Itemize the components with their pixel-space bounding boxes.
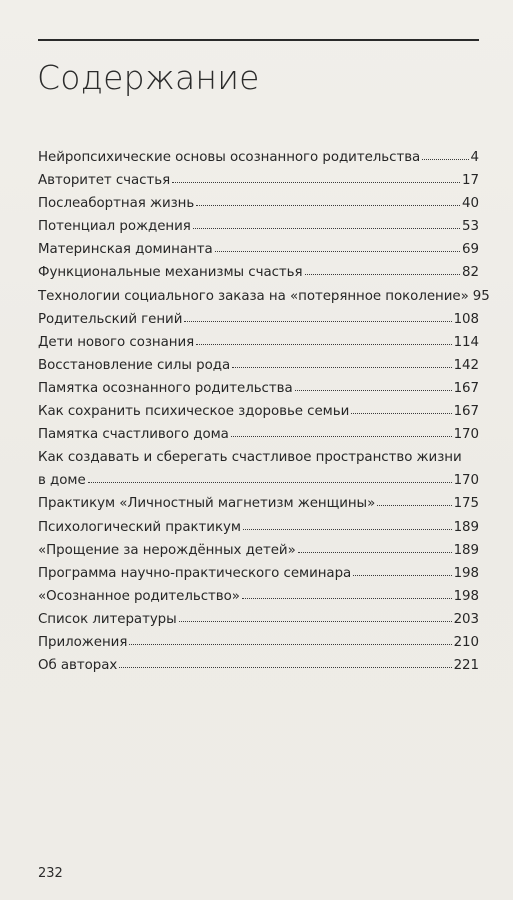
toc-entry-page-number: 175 (453, 496, 479, 512)
toc-entry-page-number: 189 (453, 519, 479, 535)
toc-entry-page-number: 53 (462, 219, 479, 235)
toc-entry-page-number: 108 (453, 311, 479, 327)
dot-leader (232, 357, 451, 369)
toc-entry (38, 331, 479, 354)
dot-leader (377, 495, 451, 507)
toc-entry-page-number: 189 (453, 542, 479, 558)
toc-entry-title: «Прощение за нерождённых детей» (38, 542, 296, 558)
toc-entry-title: Памятка счастливого дома (38, 427, 229, 443)
toc-entry-title: Послеабортная жизнь (38, 196, 195, 212)
dot-leader (196, 195, 460, 207)
toc-entry (38, 238, 479, 261)
toc-entry-page-number: 82 (462, 265, 479, 281)
toc-entry-page-number: 170 (453, 427, 479, 443)
toc-entry (38, 608, 479, 631)
toc-entry-page-number: 114 (453, 334, 479, 350)
toc-entry-title: Авторитет счастья (38, 173, 171, 189)
toc-entry-title: Памятка осознанного родительства (38, 380, 293, 396)
toc-entry-page-number: 142 (453, 357, 479, 373)
toc-entry (38, 423, 479, 446)
toc-entry-title: Как создавать и сберегать счастливое пространство жизни (38, 450, 462, 466)
toc-entry (38, 146, 479, 169)
dot-leader (119, 657, 451, 669)
toc-entry-title: Как сохранить психическое здоровье семьи (38, 404, 350, 420)
top-rule (38, 39, 479, 41)
toc-entry-title: Об авторах (38, 658, 118, 674)
toc-entry (38, 169, 479, 192)
toc-entry-page-number: 170 (453, 473, 479, 489)
toc-entry-title: Родительский гений (38, 311, 183, 327)
toc-entry-page-number: 167 (453, 404, 479, 420)
page-number: 232 (38, 866, 63, 881)
dot-leader (305, 264, 461, 276)
toc-entry (38, 285, 490, 308)
toc-entry (38, 469, 479, 492)
toc-entry-page-number: 40 (462, 196, 479, 212)
toc-entry (38, 192, 479, 215)
toc-entry-title: Функциональные механизмы счастья (38, 265, 303, 281)
toc-entry (38, 654, 479, 677)
toc-entry (38, 516, 479, 539)
toc-entry-title: в доме (38, 473, 86, 489)
dot-leader (184, 311, 451, 323)
toc-entry-title: Практикум «Личностный магнетизм женщины» (38, 496, 376, 512)
toc-entry (38, 215, 479, 238)
dot-leader (353, 565, 451, 577)
dot-leader (422, 149, 468, 161)
toc-entry (38, 400, 479, 423)
dot-leader (88, 472, 452, 484)
toc-entry (38, 562, 479, 585)
table-of-contents (38, 146, 490, 677)
toc-entry-page-number: 221 (453, 658, 479, 674)
dot-leader (351, 403, 451, 415)
toc-entry (38, 261, 479, 284)
toc-entry-title: Программа научно-практического семинара (38, 565, 352, 581)
dot-leader (193, 218, 460, 230)
toc-entry-title: Психологический практикум (38, 519, 241, 535)
toc-entry (38, 377, 479, 400)
dot-leader (196, 334, 451, 346)
dot-leader (179, 611, 452, 623)
dot-leader (172, 172, 460, 184)
toc-entry-title: Приложения (38, 634, 128, 650)
toc-entry (38, 492, 479, 515)
dot-leader (242, 588, 452, 600)
toc-entry-page-number: 210 (453, 634, 479, 650)
page-title: Содержание (37, 58, 260, 97)
toc-entry-title: Технологии социального заказа на «потерянное поколение» (38, 288, 469, 304)
toc-entry (38, 585, 479, 608)
dot-leader (215, 241, 460, 253)
toc-entry (38, 539, 479, 562)
dot-leader (243, 519, 452, 531)
toc-entry-title: Материнская доминанта (38, 242, 213, 258)
dot-leader (298, 542, 452, 554)
toc-entry-page-number: 17 (462, 173, 479, 189)
dot-leader (129, 634, 451, 646)
toc-entry-title: Потенциал рождения (38, 219, 191, 235)
toc-entry-title: Нейропсихические основы осознанного родительства (38, 150, 421, 165)
toc-entry-title: Восстановление силы рода (38, 357, 231, 373)
toc-entry-page-number: 198 (453, 588, 479, 604)
toc-entry-page-number: 69 (462, 242, 479, 258)
toc-entry (38, 308, 479, 331)
toc-entry-page-number: 203 (453, 611, 479, 627)
toc-entry-page-number: 167 (453, 380, 479, 396)
toc-entry (38, 446, 479, 469)
toc-entry-title: Список литературы (38, 611, 177, 627)
toc-entry-title: Дети нового сознания (38, 334, 195, 350)
toc-entry-page-number: 4 (470, 150, 479, 165)
toc-entry-page-number: 198 (453, 565, 479, 581)
toc-entry (38, 631, 479, 654)
toc-entry (38, 354, 479, 377)
dot-leader (295, 380, 452, 392)
toc-entry-title: «Осознанное родительство» (38, 588, 240, 604)
toc-entry-page-number: 95 (472, 288, 490, 304)
dot-leader (231, 426, 452, 438)
